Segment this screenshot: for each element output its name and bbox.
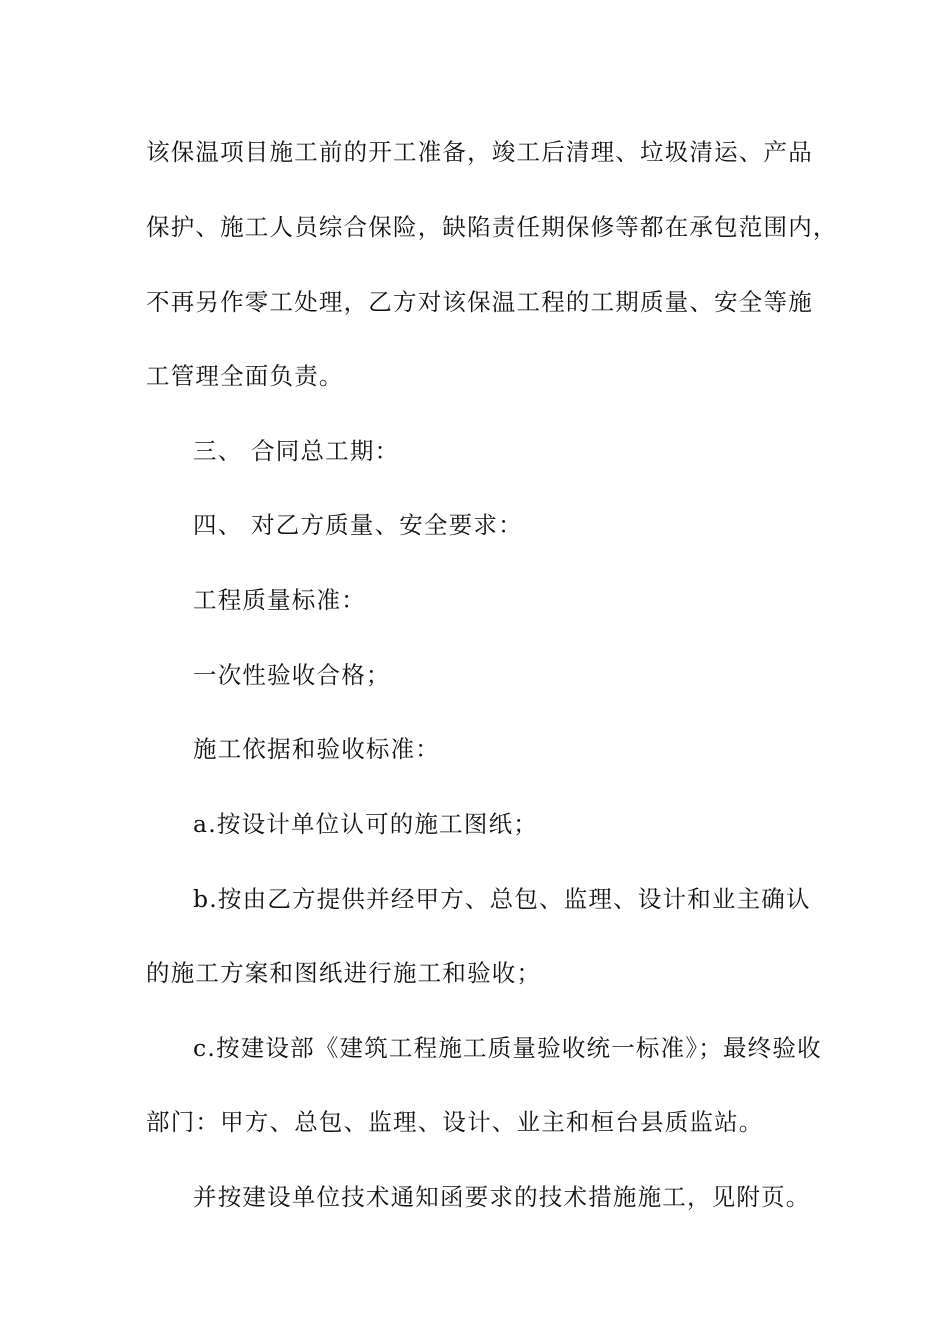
section-three-heading: 三、 合同总工期： <box>193 437 400 465</box>
quality-standard-value: 一次性验收合格； <box>193 661 391 689</box>
quality-standard-label: 工程质量标准： <box>193 586 366 614</box>
section-four-heading: 四、 对乙方质量、安全要求： <box>193 511 523 539</box>
technical-measures-line: 并按建设单位技术通知函要求的技术措施施工，见附页。 <box>193 1183 811 1211</box>
paragraph-line-1: 该保温项目施工前的开工准备，竣工后清理、垃圾清运、产品 <box>146 138 813 166</box>
basis-item-b: b.按由乙方提供并经甲方、总包、监理、设计和业主确认 <box>193 885 811 913</box>
paragraph-line-3: 不再另作零工处理，乙方对该保温工程的工期质量、安全等施 <box>146 288 813 316</box>
basis-item-c-continued: 部门：甲方、总包、监理、设计、业主和桓台县质监站。 <box>146 1108 764 1136</box>
basis-label: 施工依据和验收标准： <box>193 735 440 763</box>
basis-item-c: c.按建设部《建筑工程施工质量验收统一标准》；最终验收 <box>193 1034 822 1062</box>
basis-item-a: a.按设计单位认可的施工图纸； <box>193 810 538 838</box>
basis-item-b-continued: 的施工方案和图纸进行施工和验收； <box>146 959 542 987</box>
paragraph-line-4: 工管理全面负责。 <box>146 362 344 390</box>
paragraph-line-2: 保护、施工人员综合保险，缺陷责任期保修等都在承包范围内， <box>146 213 838 241</box>
